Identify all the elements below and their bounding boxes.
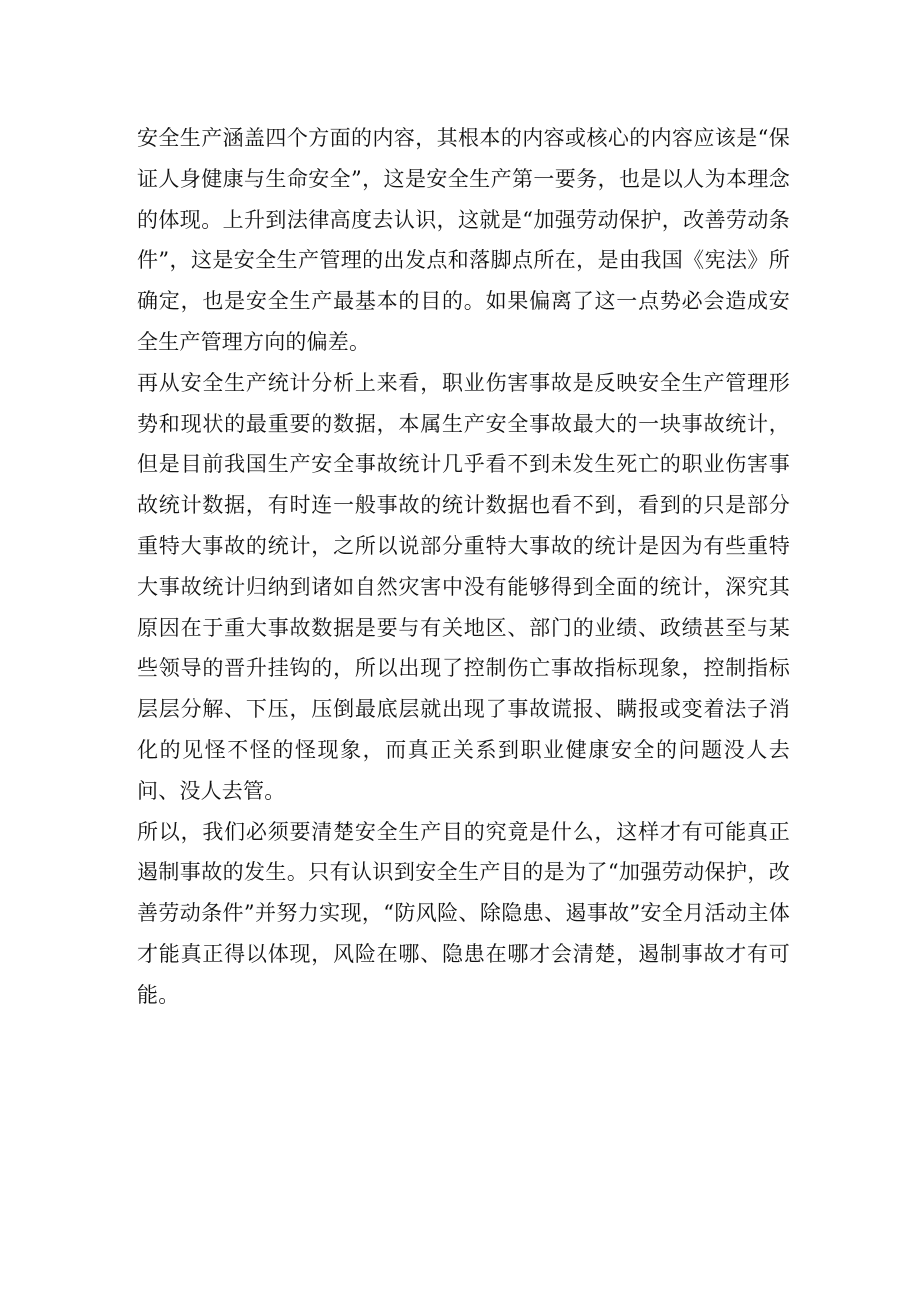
document-body (137, 118, 790, 1016)
paragraph-2: 再从安全生产统计分析上来看，职业伤害事故是反映安全生产管理形势和现状的最重要的数据，本属生产安全事故最大的一块事故统计，但是目前我国生产安全事故统计几乎看不到未发生死亡的职业伤害事故统计数据，有时连一般事故的统计数据也看不到，看到的只是部分重特大事故的统计，之所以说部分重特大事故的统计是因为有些重特大事故统计归纳到诸如自然灾害中没有能够得到全面的统计，深究其原因在于重大事故数据是要与有关地区、部门的业绩、政绩甚至与某些领导的晋升挂钩的，所以出现了控制伤亡事故指标现象，控制指标层层分解、下压，压倒最底层就出现了事故谎报、瞒报或变着法子消化的见怪不怪的怪现象，而真正关系到职业健康安全的问题没人去问、没人去管。 (137, 370, 790, 803)
paragraph-3: 所以，我们必须要清楚安全生产目的究竟是什么，这样才有可能真正遏制事故的发生。只有认识到安全生产目的是为了“加强劳动保护，改善劳动条件”并努力实现，“防风险、除隐患、遏事故”安全月活动主体才能真正得以体现，风险在哪、隐患在哪才会清楚，遏制事故才有可能。 (137, 819, 790, 1007)
paragraph-1: 安全生产涵盖四个方面的内容，其根本的内容或核心的内容应该是“保证人身健康与生命安全”，这是安全生产第一要务，也是以人为本理念的体现。上升到法律高度去认识，这就是“加强劳动保护，改善劳动条件”，这是安全生产管理的出发点和落脚点所在，是由我国《宪法》所确定，也是安全生产最基本的目的。如果偏离了这一点势必会造成安全生产管理方向的偏差。 (137, 126, 790, 354)
